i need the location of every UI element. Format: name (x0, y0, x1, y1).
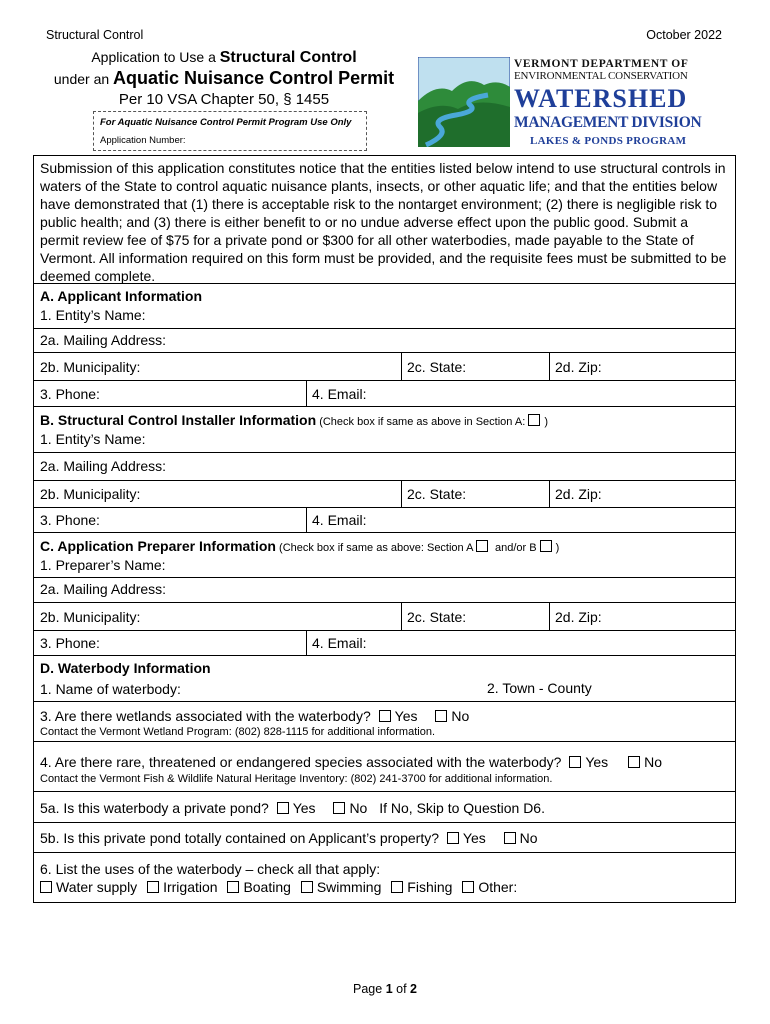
q5b-no-label: No (519, 830, 538, 846)
section-b-note-end: ) (544, 416, 548, 428)
agency-line5: LAKES & PONDS PROGRAM (530, 135, 687, 147)
q6-row (34, 853, 735, 903)
section-c-address-row (34, 603, 735, 631)
section-b-contact-row (34, 508, 735, 533)
title-line2-bold: Aquatic Nuisance Control Permit (113, 68, 395, 88)
header-left: Structural Control (46, 28, 144, 42)
use-irrigation-label: Irrigation (163, 879, 218, 895)
town-county-label: 2. Town - County (487, 680, 592, 696)
form-title (40, 48, 408, 109)
q5a-skip-note: If No, Skip to Question D6. (379, 800, 545, 816)
divider (306, 508, 307, 532)
q5a-no-checkbox[interactable] (333, 802, 345, 814)
uses-checklist (40, 879, 517, 895)
agency-line4: MANAGEMENT DIVISION (514, 114, 702, 131)
use-water-supply-label: Water supply (56, 879, 138, 895)
section-a-mailing-row[interactable] (34, 329, 735, 353)
section-b-mailing-label: 2a. Mailing Address: (40, 458, 167, 474)
application-form (33, 155, 736, 903)
section-a-mailing-label: 2a. Mailing Address: (40, 332, 167, 348)
q3-yes-label: Yes (394, 708, 418, 724)
section-c-note: (Check box if same as above: Section A (275, 542, 476, 554)
use-only-heading: For Aquatic Nuisance Control Permit Program Use Only (100, 117, 352, 128)
agency-line2: ENVIRONMENTAL CONSERVATION (514, 70, 688, 82)
q3-row (34, 702, 735, 742)
section-b-phone-label[interactable]: 3. Phone: (40, 512, 100, 528)
footer-page-total: 2 (410, 982, 417, 996)
use-water-supply-checkbox[interactable] (40, 881, 52, 893)
q5a-yes-checkbox[interactable] (277, 802, 289, 814)
section-c-note-mid: and/or B (491, 542, 540, 554)
title-line3: Per 10 VSA Chapter 50, § 1455 (118, 91, 330, 108)
q4-yes-checkbox[interactable] (569, 756, 581, 768)
footer-of: of (392, 982, 411, 996)
use-swimming-label: Swimming (316, 879, 382, 895)
q5a-row (34, 792, 735, 823)
section-c-note-end: ) (555, 542, 560, 554)
use-fishing-label: Fishing (407, 879, 453, 895)
intro-text: Submission of this application constitutes notice that the entities listed below intend to use structural controls in waters of the State to control aquatic nuisance plants, insects, or other aquatic life; and that the entities below have demonstrated that (1) there is acceptable risk to the nontarget environment; (2) there is negligible risk to public health; and (3) there is either benefit to or no undue adverse effect upon the public good. Submit a permit review fee of $75 for a private pond or $300 for all other waterbodies, made payable to the State of Vermont. All information required on this form must be provided, and the requisite fees must be submitted to be deemed complete. (40, 160, 727, 284)
section-b-zip-label[interactable]: 2d. Zip: (555, 486, 602, 502)
divider (549, 603, 550, 630)
same-as-a-checkbox-c[interactable] (476, 540, 488, 552)
section-c-preparer-label: 1. Preparer’s Name: (40, 557, 166, 573)
q4-no-label: No (644, 754, 662, 770)
watershed-logo-icon (418, 57, 510, 147)
title-line1-pre: Application to Use a (91, 49, 220, 65)
application-number-label: Application Number: (100, 135, 186, 146)
section-b-mailing-row[interactable] (34, 453, 735, 481)
q4-no-checkbox[interactable] (628, 756, 640, 768)
agency-line1: VERMONT DEPARTMENT OF (514, 58, 689, 70)
section-a-entity-row[interactable] (34, 284, 735, 329)
use-boating-checkbox[interactable] (227, 881, 239, 893)
divider (306, 631, 307, 655)
section-b-heading: B. Structural Control Installer Information (40, 412, 317, 428)
section-b-note: (Check box if same as above in Section A: (316, 416, 529, 428)
agency-name (514, 58, 714, 148)
section-a-phone-label[interactable]: 3. Phone: (40, 386, 100, 402)
q4-label: 4. Are there rare, threatened or endangered species associated with the waterbody? (40, 754, 562, 770)
section-a-entity-label: 1. Entity’s Name: (40, 307, 146, 323)
use-irrigation-checkbox[interactable] (147, 881, 159, 893)
header-right: October 2022 (646, 28, 722, 42)
q3-label: 3. Are there wetlands associated with the waterbody? (40, 708, 371, 724)
section-a-contact-row (34, 381, 735, 407)
section-b-email-label[interactable]: 4. Email: (312, 512, 367, 528)
section-c-mailing-row[interactable] (34, 578, 735, 603)
use-other-checkbox[interactable] (462, 881, 474, 893)
same-as-b-checkbox[interactable] (540, 540, 552, 552)
footer-page-pre: Page (353, 982, 386, 996)
section-a-municipality-label[interactable]: 2b. Municipality: (40, 359, 141, 375)
divider (306, 381, 307, 406)
section-b-entity-label: 1. Entity’s Name: (40, 431, 146, 447)
section-c-zip-label[interactable]: 2d. Zip: (555, 609, 602, 625)
page-footer (0, 982, 770, 996)
section-c-phone-label[interactable]: 3. Phone: (40, 635, 100, 651)
section-c-email-label[interactable]: 4. Email: (312, 635, 367, 651)
same-as-a-checkbox[interactable] (528, 414, 540, 426)
use-boating-label: Boating (243, 879, 291, 895)
footer-page-number: 1 (385, 982, 393, 996)
section-c-mailing-label: 2a. Mailing Address: (40, 581, 167, 597)
section-b-state-label[interactable]: 2c. State: (407, 486, 467, 502)
section-c-municipality-label[interactable]: 2b. Municipality: (40, 609, 141, 625)
section-b-entity-row[interactable] (34, 407, 735, 453)
title-line1-bold: Structural Control (219, 49, 357, 66)
title-line2-pre: under an (53, 71, 114, 87)
section-b-municipality-label[interactable]: 2b. Municipality: (40, 486, 141, 502)
section-c-state-label[interactable]: 2c. State: (407, 609, 467, 625)
divider (401, 353, 402, 380)
q3-no-checkbox[interactable] (435, 710, 447, 722)
section-c-heading: C. Application Preparer Information (40, 538, 276, 554)
q6-label: 6. List the uses of the waterbody – check all that apply: (40, 861, 381, 877)
q4-yes-label: Yes (585, 754, 609, 770)
intro-row (34, 156, 735, 284)
section-a-email-label[interactable]: 4. Email: (312, 386, 367, 402)
section-b-address-row (34, 481, 735, 508)
q3-yes-checkbox[interactable] (379, 710, 391, 722)
use-other-label: Other: (478, 879, 518, 895)
divider (549, 481, 550, 507)
waterbody-name-label: 1. Name of waterbody: (40, 681, 181, 697)
section-a-state-label[interactable]: 2c. State: (407, 359, 467, 375)
agency-line3: WATERSHED (514, 84, 688, 113)
q5b-no-checkbox[interactable] (504, 832, 516, 844)
section-c-contact-row (34, 631, 735, 656)
q5a-no-label: No (349, 800, 368, 816)
q4-row (34, 742, 735, 792)
q5b-label: 5b. Is this private pond totally contained on Applicant’s property? (40, 830, 439, 846)
q5a-yes-label: Yes (292, 800, 316, 816)
q5b-yes-checkbox[interactable] (447, 832, 459, 844)
use-fishing-checkbox[interactable] (391, 881, 403, 893)
q3-no-label: No (451, 708, 470, 724)
q3-contact: Contact the Vermont Wetland Program: (802) 828-1115 for additional information. (40, 726, 435, 738)
q5b-row (34, 823, 735, 853)
q4-contact: Contact the Vermont Fish & Wildlife Natural Heritage Inventory: (802) 241-3700 for additional information. (40, 773, 553, 785)
section-c-preparer-row[interactable] (34, 533, 735, 578)
divider (549, 353, 550, 380)
section-d-name-row[interactable] (34, 656, 735, 702)
program-use-only-box (93, 111, 367, 151)
divider (401, 481, 402, 507)
section-a-heading: A. Applicant Information (40, 288, 203, 304)
q5a-label: 5a. Is this waterbody a private pond? (40, 800, 269, 816)
section-a-address-row (34, 353, 735, 381)
q5b-yes-label: Yes (462, 830, 486, 846)
use-swimming-checkbox[interactable] (301, 881, 313, 893)
section-a-zip-label[interactable]: 2d. Zip: (555, 359, 602, 375)
section-d-heading: D. Waterbody Information (40, 660, 211, 676)
divider (401, 603, 402, 630)
